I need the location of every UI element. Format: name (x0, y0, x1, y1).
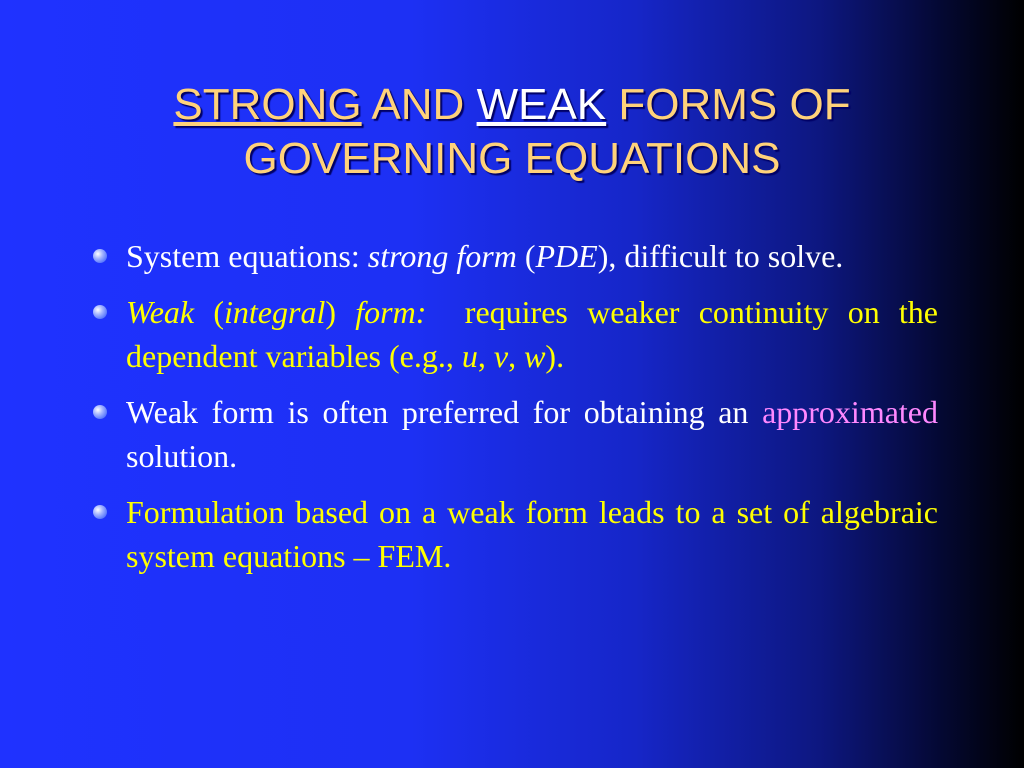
bullet-text: ) (325, 294, 356, 330)
bullet-text-italic: u (461, 338, 478, 374)
slide-title (60, 78, 964, 186)
bullet-item-strong-form (90, 234, 938, 278)
bullet-text: , (477, 338, 494, 374)
bullet-text-italic: w (524, 338, 546, 374)
bullet-text-italic: PDE (535, 238, 598, 274)
title-and: AND (371, 80, 465, 129)
bullet-item-formulation (90, 490, 938, 578)
bullet-item-preferred (90, 390, 938, 478)
bullet-text: , (508, 338, 525, 374)
bullet-text: ). (545, 338, 565, 374)
bullet-text: ( (516, 238, 536, 274)
bullet-text-italic: form: (355, 294, 427, 330)
bullet-text: ), difficult to solve. (597, 238, 844, 274)
title-weak: WEAK (476, 80, 607, 129)
bullet-text-highlight: approximated (762, 394, 938, 430)
bullet-text-italic: v (493, 338, 509, 374)
bullet-item-weak-form (90, 290, 947, 378)
title-line2: GOVERNING EQUATIONS (243, 134, 781, 183)
bullet-text: ( (194, 294, 225, 330)
bullet-dot-icon (93, 405, 107, 419)
bullet-list (90, 234, 947, 590)
bullet-dot-icon (93, 505, 107, 519)
title-forms-of: FORMS OF (618, 80, 851, 129)
bullet-dot-icon (93, 305, 107, 319)
bullet-text: requires weaker continuity on the dependent variables (e.g., (126, 294, 947, 374)
bullet-text: System equations: (126, 238, 368, 274)
title-strong: STRONG (173, 80, 362, 129)
bullet-text: Weak form is often preferred for obtaining an (126, 394, 763, 430)
bullet-text-italic: Weak (126, 294, 195, 330)
bullet-text: Formulation based on a weak form leads to a set of algebraic system equations – FEM. (126, 494, 938, 574)
bullet-dot-icon (93, 249, 107, 263)
bullet-text: solution. (126, 438, 238, 474)
bullet-text-italic: strong form (367, 238, 517, 274)
bullet-text-italic: integral (224, 294, 326, 330)
